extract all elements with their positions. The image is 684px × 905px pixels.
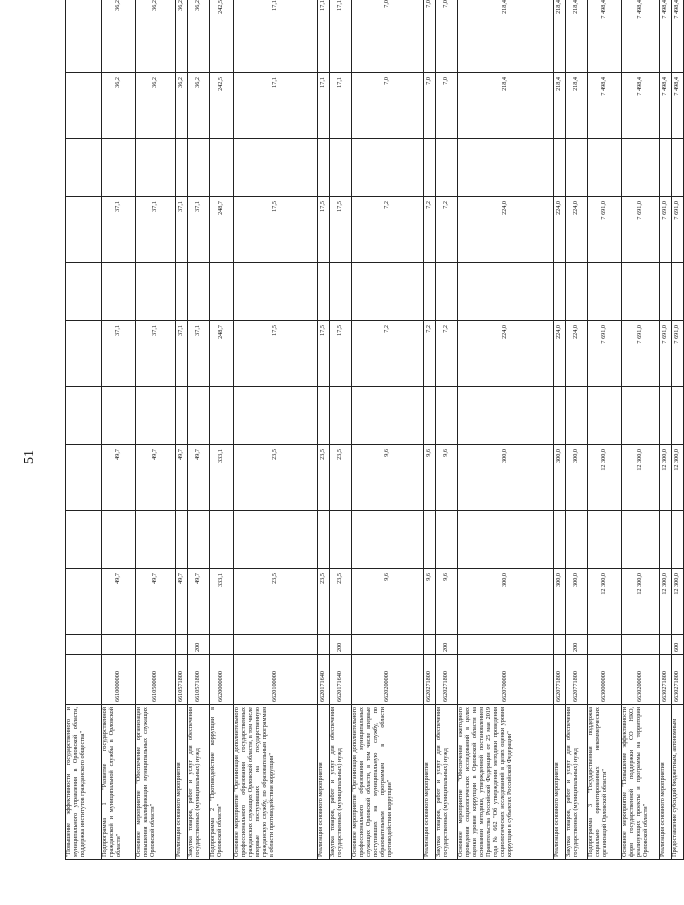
amount-cell: 7 498,4	[672, 0, 684, 73]
amount-cell	[318, 387, 330, 445]
amount-cell: 9,6	[424, 569, 436, 635]
amount-cell	[188, 139, 210, 197]
expense-type-cell	[554, 635, 566, 655]
expense-type-cell: 200	[330, 635, 352, 655]
expense-type-cell	[234, 635, 318, 655]
amount-cell	[188, 387, 210, 445]
page-number: 51	[22, 450, 37, 464]
amount-cell	[210, 263, 234, 321]
amount-cell	[318, 139, 330, 197]
amount-cell: 7,0	[436, 0, 458, 73]
amount-cell: 49,7	[136, 569, 176, 635]
target-article-code-cell: 6630000000	[588, 655, 622, 705]
expense-type-cell	[588, 635, 622, 655]
row-name-cell: Основное мероприятие "Повышение эффективности форм государственной поддержки СО НКО, реализующих проекты и программы на территории Орловской области"	[622, 705, 660, 860]
amount-cell: 7 498,4	[660, 73, 672, 139]
amount-cell: 37,1	[136, 321, 176, 387]
amount-cell: 23,5	[234, 569, 318, 635]
row-name-cell: Подпрограмма 2 "Противодействие коррупции в Орловской области"	[210, 705, 234, 860]
amount-cell	[622, 511, 660, 569]
amount-cell	[458, 387, 554, 445]
table-row	[458, 0, 554, 860]
row-name-cell: Закупка товаров, работ и услуг для обеспечения государственных (муниципальных) нужд	[566, 705, 588, 860]
amount-cell	[436, 511, 458, 569]
amount-cell: 17,1	[330, 73, 352, 139]
amount-cell: 224,0	[458, 197, 554, 263]
amount-cell	[66, 263, 102, 321]
rotated-table-container	[65, 0, 681, 860]
amount-cell: 7,0	[352, 73, 424, 139]
amount-cell: 218,4	[458, 0, 554, 73]
amount-cell: 17,1	[234, 73, 318, 139]
amount-cell: 7 498,4	[588, 73, 622, 139]
amount-cell: 36,2	[176, 0, 188, 73]
amount-cell	[234, 263, 318, 321]
amount-cell: 23,5	[234, 445, 318, 511]
amount-cell: 9,6	[352, 569, 424, 635]
amount-cell: 9,6	[436, 569, 458, 635]
amount-cell: 7 498,4	[588, 0, 622, 73]
table-row	[102, 0, 136, 860]
amount-cell: 12 300,0	[622, 569, 660, 635]
row-name-cell: Реализация основного мероприятия	[554, 705, 566, 860]
table-row	[622, 0, 660, 860]
amount-cell: 36,2	[136, 73, 176, 139]
amount-cell	[554, 263, 566, 321]
target-article-code-cell: 6620171640	[330, 655, 352, 705]
amount-cell	[136, 263, 176, 321]
expense-type-cell	[458, 635, 554, 655]
expense-type-cell	[210, 635, 234, 655]
amount-cell: 7 498,4	[672, 73, 684, 139]
target-article-code-cell: 6620200000	[352, 655, 424, 705]
amount-cell	[210, 387, 234, 445]
amount-cell: 7,0	[424, 0, 436, 73]
amount-cell	[176, 139, 188, 197]
amount-cell: 224,0	[458, 321, 554, 387]
expense-type-cell	[102, 635, 136, 655]
row-name-cell: Закупка товаров, работ и услуг для обеспечения государственных (муниципальных) нужд	[330, 705, 352, 860]
amount-cell: 300,0	[458, 569, 554, 635]
amount-cell: 218,4	[458, 73, 554, 139]
amount-cell: 17,5	[318, 321, 330, 387]
amount-cell: 12 300,0	[672, 445, 684, 511]
amount-cell: 37,1	[136, 197, 176, 263]
amount-cell: 300,0	[566, 569, 588, 635]
expense-type-cell: 200	[566, 635, 588, 655]
target-article-code-cell	[66, 655, 102, 705]
amount-cell: 49,7	[136, 445, 176, 511]
amount-cell: 9,6	[436, 445, 458, 511]
expense-type-cell	[176, 635, 188, 655]
amount-cell: 7,2	[424, 321, 436, 387]
amount-cell: 49,7	[176, 445, 188, 511]
amount-cell: 300,0	[554, 445, 566, 511]
amount-cell	[352, 387, 424, 445]
amount-cell: 248,7	[210, 197, 234, 263]
amount-cell	[234, 139, 318, 197]
table-row	[436, 0, 458, 860]
amount-cell: 37,1	[102, 197, 136, 263]
amount-cell: 49,7	[188, 445, 210, 511]
amount-cell: 7 691,0	[660, 321, 672, 387]
amount-cell: 7 691,0	[672, 197, 684, 263]
amount-cell	[554, 139, 566, 197]
amount-cell	[330, 139, 352, 197]
amount-cell	[660, 139, 672, 197]
amount-cell: 224,0	[554, 321, 566, 387]
amount-cell	[66, 321, 102, 387]
target-article-code-cell: 6610000000	[102, 655, 136, 705]
amount-cell: 12 300,0	[588, 445, 622, 511]
amount-cell: 12 300,0	[622, 445, 660, 511]
target-article-code-cell: 6630200000	[622, 655, 660, 705]
amount-cell: 7,2	[352, 197, 424, 263]
amount-cell	[622, 387, 660, 445]
amount-cell: 7,0	[436, 73, 458, 139]
amount-cell: 12 300,0	[660, 445, 672, 511]
amount-cell	[660, 387, 672, 445]
expense-type-cell: 200	[436, 635, 458, 655]
amount-cell	[318, 263, 330, 321]
amount-cell	[102, 139, 136, 197]
expense-type-cell	[352, 635, 424, 655]
target-article-code-cell: 6630271800	[660, 655, 672, 705]
target-article-code-cell: 6620271800	[436, 655, 458, 705]
amount-cell	[672, 263, 684, 321]
amount-cell: 7,0	[424, 73, 436, 139]
amount-cell: 7 691,0	[660, 197, 672, 263]
amount-cell: 7,2	[436, 197, 458, 263]
amount-cell: 36,2	[102, 73, 136, 139]
amount-cell	[566, 511, 588, 569]
target-article-code-cell: 6620271800	[424, 655, 436, 705]
amount-cell: 17,5	[330, 197, 352, 263]
amount-cell	[588, 511, 622, 569]
amount-cell: 7 691,0	[622, 321, 660, 387]
amount-cell: 17,5	[318, 197, 330, 263]
amount-cell	[672, 387, 684, 445]
amount-cell	[588, 139, 622, 197]
amount-cell	[66, 511, 102, 569]
amount-cell: 37,1	[102, 321, 136, 387]
target-article-code-cell: 6620771800	[554, 655, 566, 705]
amount-cell: 49,7	[102, 569, 136, 635]
amount-cell: 23,5	[318, 569, 330, 635]
row-name-cell: Подпрограмма 1 "Развитие государственной гражданской и муниципальной службы в Орловской области"	[102, 705, 136, 860]
target-article-code-cell: 6620000000	[210, 655, 234, 705]
amount-cell: 224,0	[566, 197, 588, 263]
amount-cell: 49,7	[176, 569, 188, 635]
amount-cell: 17,5	[234, 321, 318, 387]
table-row	[136, 0, 176, 860]
amount-cell	[672, 139, 684, 197]
amount-cell: 7 691,0	[588, 197, 622, 263]
amount-cell	[234, 387, 318, 445]
amount-cell: 7,2	[424, 197, 436, 263]
target-article-code-cell: 6630271800	[672, 655, 684, 705]
target-article-code-cell: 6610500000	[136, 655, 176, 705]
amount-cell	[458, 511, 554, 569]
amount-cell	[424, 387, 436, 445]
row-name-cell: Реализация основного мероприятия	[176, 705, 188, 860]
amount-cell: 7 691,0	[672, 321, 684, 387]
amount-cell: 7 691,0	[622, 197, 660, 263]
amount-cell	[352, 511, 424, 569]
target-article-code-cell: 6620771800	[566, 655, 588, 705]
expense-type-cell	[66, 635, 102, 655]
amount-cell: 17,5	[234, 197, 318, 263]
amount-cell: 17,5	[330, 321, 352, 387]
amount-cell	[330, 511, 352, 569]
expense-type-cell	[318, 635, 330, 655]
row-name-cell: Реализация основного мероприятия	[318, 705, 330, 860]
amount-cell	[234, 511, 318, 569]
amount-cell	[660, 263, 672, 321]
amount-cell	[660, 511, 672, 569]
amount-cell	[66, 0, 102, 73]
target-article-code-cell: 6610571800	[188, 655, 210, 705]
amount-cell	[672, 511, 684, 569]
amount-cell	[554, 511, 566, 569]
amount-cell: 49,7	[188, 569, 210, 635]
amount-cell: 23,5	[318, 445, 330, 511]
amount-cell: 23,5	[330, 569, 352, 635]
amount-cell: 300,0	[458, 445, 554, 511]
table-row	[318, 0, 330, 860]
amount-cell	[330, 263, 352, 321]
amount-cell: 218,4	[554, 73, 566, 139]
amount-cell: 9,6	[352, 445, 424, 511]
amount-cell	[436, 387, 458, 445]
row-name-cell: "Повышение эффективности государственного и муниципального управления в Орловской области, поддержка институтов гражданского общества"	[66, 705, 102, 860]
amount-cell	[318, 511, 330, 569]
amount-cell: 37,1	[188, 321, 210, 387]
amount-cell: 36,2	[188, 0, 210, 73]
amount-cell	[622, 263, 660, 321]
amount-cell: 23,5	[330, 445, 352, 511]
amount-cell: 17,1	[318, 73, 330, 139]
amount-cell	[66, 445, 102, 511]
row-name-cell: Закупка товаров, работ и услуг для обеспечения государственных (муниципальных) нужд	[188, 705, 210, 860]
amount-cell: 7 498,4	[660, 0, 672, 73]
amount-cell	[188, 511, 210, 569]
table-row	[672, 0, 684, 860]
amount-cell	[136, 387, 176, 445]
table-row	[566, 0, 588, 860]
amount-cell	[66, 73, 102, 139]
amount-cell: 36,2	[188, 73, 210, 139]
row-name-cell: Подпрограмма 3 "Государственная поддержка социально ориентированных некоммерческих организаций Орловской области"	[588, 705, 622, 860]
amount-cell	[458, 139, 554, 197]
table-row	[660, 0, 672, 860]
amount-cell	[424, 263, 436, 321]
table-row	[352, 0, 424, 860]
amount-cell	[352, 263, 424, 321]
amount-cell: 218,4	[566, 73, 588, 139]
table-row	[554, 0, 566, 860]
amount-cell: 7 498,4	[622, 0, 660, 73]
row-name-cell: Реализация основного мероприятия	[660, 705, 672, 860]
expense-type-cell	[622, 635, 660, 655]
row-name-cell: Закупка товаров, работ и услуг для обеспечения государственных (муниципальных) нужд	[436, 705, 458, 860]
amount-cell	[566, 139, 588, 197]
amount-cell: 17,1	[318, 0, 330, 73]
amount-cell: 12 300,0	[588, 569, 622, 635]
amount-cell: 36,2	[176, 73, 188, 139]
amount-cell: 17,1	[234, 0, 318, 73]
amount-cell: 333,1	[210, 445, 234, 511]
amount-cell	[66, 197, 102, 263]
amount-cell	[588, 263, 622, 321]
table-row	[188, 0, 210, 860]
table-row	[234, 0, 318, 860]
amount-cell	[352, 139, 424, 197]
amount-cell: 37,1	[176, 321, 188, 387]
expense-type-cell	[660, 635, 672, 655]
row-name-cell: Предоставление субсидий бюджетным, автономным	[672, 705, 684, 860]
row-name-cell: Основное мероприятие "Организация дополнительного профессионального образования государственных гражданских служащих Орловской области, в том числе впервые поступивших на государственную гражданскую службу, по образовательным программам в области противодействия коррупции"	[234, 705, 318, 860]
amount-cell: 17,1	[330, 0, 352, 73]
amount-cell	[566, 387, 588, 445]
amount-cell: 300,0	[554, 569, 566, 635]
amount-cell	[102, 387, 136, 445]
amount-cell	[436, 139, 458, 197]
amount-cell	[424, 139, 436, 197]
amount-cell	[330, 387, 352, 445]
target-article-code-cell: 6620171640	[318, 655, 330, 705]
amount-cell: 37,1	[176, 197, 188, 263]
amount-cell	[102, 511, 136, 569]
amount-cell	[566, 263, 588, 321]
table-row	[424, 0, 436, 860]
amount-cell: 7,2	[352, 321, 424, 387]
table-row	[210, 0, 234, 860]
amount-cell: 12 300,0	[660, 569, 672, 635]
table-row	[66, 0, 102, 860]
amount-cell	[210, 511, 234, 569]
amount-cell	[210, 139, 234, 197]
amount-cell: 7,2	[436, 321, 458, 387]
amount-cell: 7 691,0	[588, 321, 622, 387]
table-row	[588, 0, 622, 860]
amount-cell	[188, 263, 210, 321]
expense-type-cell	[424, 635, 436, 655]
row-name-cell: Основное мероприятие "Обеспечение организации повышения квалификации муниципальных служащих Орловской области"	[136, 705, 176, 860]
row-name-cell: Основное мероприятие "Организация дополнительного профессионального образования муниципальных служащих Орловской области, в том числе впервые поступивших на муниципальную службу, по образовательным программам в области противодействия коррупции"	[352, 705, 424, 860]
expense-type-cell: 200	[188, 635, 210, 655]
amount-cell: 36,2	[136, 0, 176, 73]
amount-cell: 242,5	[210, 73, 234, 139]
amount-cell: 224,0	[566, 321, 588, 387]
amount-cell	[176, 511, 188, 569]
expense-type-cell	[136, 635, 176, 655]
row-name-cell: Основное мероприятие "Обеспечение ежегодного проведения социологических исследований в целях оценки уровня коррупции в Орловской области на основании методики, утвержденной постановлением Правительства Российской Федерации от 25 мая 2019 года № 662 "Об утверждении методики проведения социологических исследований в целях оценки уровня коррупции в субъектах Российской Федерации"	[458, 705, 554, 860]
expense-type-cell: 600	[672, 635, 684, 655]
amount-cell: 9,6	[424, 445, 436, 511]
amount-cell: 218,4	[554, 0, 566, 73]
amount-cell: 218,4	[566, 0, 588, 73]
amount-cell: 49,7	[102, 445, 136, 511]
amount-cell	[176, 387, 188, 445]
amount-cell: 333,1	[210, 569, 234, 635]
amount-cell: 12 300,0	[672, 569, 684, 635]
table-row	[330, 0, 352, 860]
amount-cell: 300,0	[566, 445, 588, 511]
amount-cell	[102, 263, 136, 321]
target-article-code-cell: 6620100000	[234, 655, 318, 705]
amount-cell: 242,5	[210, 0, 234, 73]
amount-cell	[554, 387, 566, 445]
amount-cell	[66, 139, 102, 197]
amount-cell	[66, 387, 102, 445]
amount-cell	[424, 511, 436, 569]
row-name-cell: Реализация основного мероприятия	[424, 705, 436, 860]
amount-cell	[136, 139, 176, 197]
table-row	[176, 0, 188, 860]
amount-cell	[458, 263, 554, 321]
amount-cell	[66, 569, 102, 635]
amount-cell: 7,0	[352, 0, 424, 73]
amount-cell: 248,7	[210, 321, 234, 387]
amount-cell	[176, 263, 188, 321]
amount-cell	[136, 511, 176, 569]
amount-cell: 7 498,4	[622, 73, 660, 139]
amount-cell: 224,0	[554, 197, 566, 263]
amount-cell: 36,2	[102, 0, 136, 73]
amount-cell	[588, 387, 622, 445]
amount-cell	[436, 263, 458, 321]
amount-cell: 37,1	[188, 197, 210, 263]
amount-cell	[622, 139, 660, 197]
table-body	[66, 0, 684, 860]
target-article-code-cell: 6620700000	[458, 655, 554, 705]
target-article-code-cell: 6610571800	[176, 655, 188, 705]
budget-table	[65, 0, 684, 860]
